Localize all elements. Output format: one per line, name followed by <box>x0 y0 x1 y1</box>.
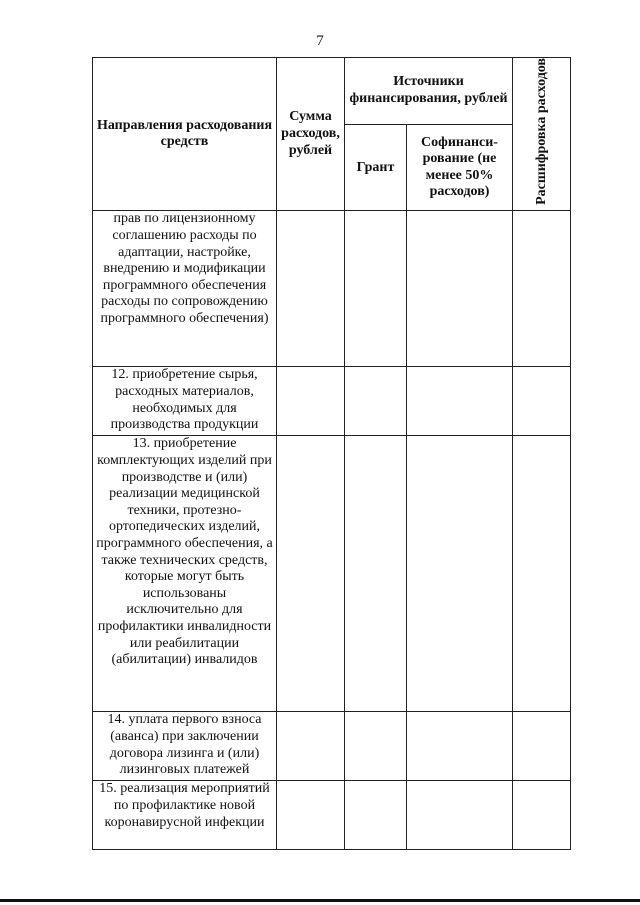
table-row <box>93 781 571 850</box>
header-cofinancing: Софинанси-рование (не менее 50% расходов) <box>407 125 513 211</box>
row-direction: прав по лицензионному соглашению расходы по адаптации, настройке, внедрению и модификации программного обеспечения расходы по сопровождению программного обеспечения) <box>93 211 277 367</box>
table-row <box>93 367 571 436</box>
row-grant[interactable] <box>345 712 407 781</box>
row-direction: 13. приобретение комплектующих изделий при производстве и (или) реализации медицинской техники, протезно-ортопедических изделий, программного обеспечения, а также технических средств, которые могут быть использованы исключительно для профилактики инвалидности или реабилитации (абилитации) инвалидов <box>93 436 277 712</box>
expenses-table <box>92 57 571 850</box>
row-breakdown[interactable] <box>513 367 571 436</box>
header-breakdown <box>513 58 571 211</box>
row-cofinancing[interactable] <box>407 211 513 367</box>
row-grant[interactable] <box>345 436 407 712</box>
row-grant[interactable] <box>345 781 407 850</box>
row-sum[interactable] <box>277 211 345 367</box>
table-row <box>93 211 571 367</box>
row-sum[interactable] <box>277 712 345 781</box>
table-row <box>93 436 571 712</box>
row-direction: 15. реализация мероприятий по профилактике новой коронавирусной инфекции <box>93 781 277 850</box>
row-cofinancing[interactable] <box>407 781 513 850</box>
row-direction: 14. уплата первого взноса (аванса) при заключении договора лизинга и (или) лизинговых платежей <box>93 712 277 781</box>
row-breakdown[interactable] <box>513 781 571 850</box>
row-breakdown[interactable] <box>513 436 571 712</box>
header-sources: Источники финансирования, рублей <box>345 58 513 125</box>
header-sum: Сумма расходов, рублей <box>277 58 345 211</box>
header-grant: Грант <box>345 125 407 211</box>
header-breakdown-label: Расшифровка расходов <box>533 58 549 205</box>
page-bottom-rule <box>0 899 640 902</box>
header-directions: Направления расходования средств <box>93 58 277 211</box>
table-body <box>93 211 571 850</box>
row-sum[interactable] <box>277 367 345 436</box>
table-row <box>93 712 571 781</box>
row-cofinancing[interactable] <box>407 367 513 436</box>
row-sum[interactable] <box>277 436 345 712</box>
row-breakdown[interactable] <box>513 712 571 781</box>
row-sum[interactable] <box>277 781 345 850</box>
row-direction: 12. приобретение сырья, расходных материалов, необходимых для производства продукции <box>93 367 277 436</box>
row-grant[interactable] <box>345 367 407 436</box>
row-cofinancing[interactable] <box>407 712 513 781</box>
row-cofinancing[interactable] <box>407 436 513 712</box>
row-breakdown[interactable] <box>513 211 571 367</box>
page-number: 7 <box>316 33 324 49</box>
row-grant[interactable] <box>345 211 407 367</box>
